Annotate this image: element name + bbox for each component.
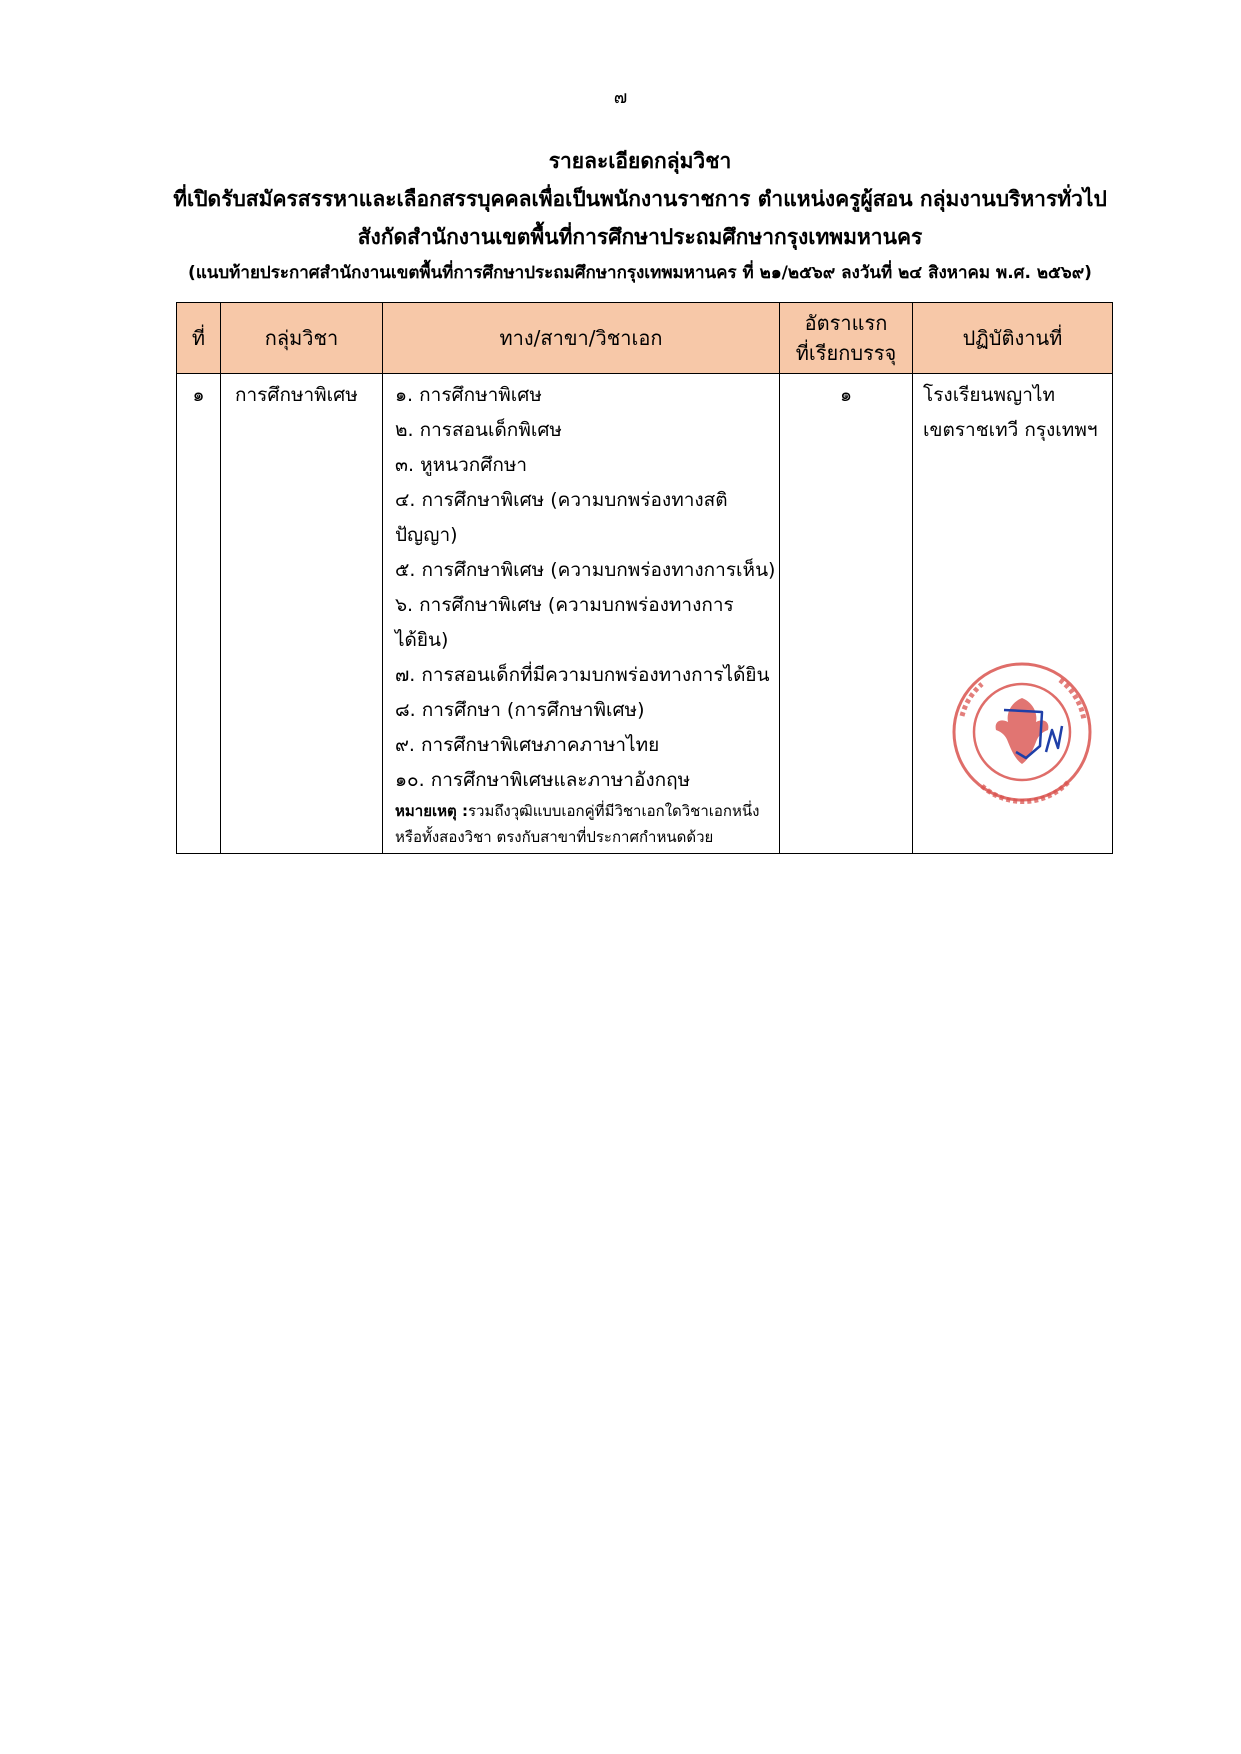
place-line1: โรงเรียนพญาไท	[923, 384, 1055, 406]
major-item: ๒. การสอนเด็กพิเศษ	[395, 419, 562, 441]
major-item: ๑๐. การศึกษาพิเศษและภาษาอังกฤษ	[395, 769, 691, 791]
heading-agency: สังกัดสำนักงานเขตพื้นที่การศึกษาประถมศึกษากรุงเทพมหานคร	[357, 225, 923, 249]
official-seal-stamp	[942, 656, 1102, 806]
major-item: ๗. การสอนเด็กที่มีความบกพร่องทางการได้ยิน	[395, 664, 770, 686]
note-label: หมายเหตุ :	[395, 802, 468, 820]
header-major: ทาง/สาขา/วิชาเอก	[383, 303, 780, 374]
major-item: ๙. การศึกษาพิเศษภาคภาษาไทย	[395, 734, 660, 756]
cell-group: การศึกษาพิเศษ	[221, 374, 383, 854]
note-text: รวมถึงวุฒิแบบเอกคู่ที่มีวิชาเอกใดวิชาเอกหนึ่ง	[467, 802, 760, 820]
header-rate-line1: อัตราแรก	[804, 311, 888, 335]
note	[395, 798, 778, 852]
cell-no: ๑	[177, 374, 221, 854]
heading-subtitle: ที่เปิดรับสมัครสรรหาและเลือกสรรบุคคลเพื่อเป็นพนักงานราชการ ตำแหน่งครูผู้สอน กลุ่มงานบริหารทั่วไป	[173, 187, 1107, 211]
major-item: ๖. การศึกษาพิเศษ (ความบกพร่องทางการได้ยิน)	[395, 594, 734, 651]
major-item: ๓. หูหนวกศึกษา	[395, 454, 528, 476]
major-item: ๑. การศึกษาพิเศษ	[395, 384, 542, 406]
header-rate	[780, 303, 913, 374]
header-no: ที่	[177, 303, 221, 374]
cell-majors	[383, 374, 780, 854]
major-item: ๔. การศึกษาพิเศษ (ความบกพร่องทางสติปัญญา)	[395, 489, 728, 546]
place-line2: เขตราชเทวี กรุงเทพฯ	[923, 419, 1098, 441]
header-group: กลุ่มวิชา	[221, 303, 383, 374]
page-number: ๗	[613, 87, 628, 108]
document-heading	[150, 142, 1130, 288]
note-text-line2: หรือทั้งสองวิชา ตรงกับสาขาที่ประกาศกำหนดด้วย	[395, 828, 714, 846]
header-rate-line2: ที่เรียกบรรจุ	[795, 341, 897, 365]
heading-title: รายละเอียดกลุ่มวิชา	[548, 149, 732, 173]
table-header-row	[177, 303, 1113, 374]
header-place: ปฏิบัติงานที่	[913, 303, 1113, 374]
heading-attachment-note: (แนบท้ายประกาศสำนักงานเขตพื้นที่การศึกษาประถมศึกษากรุงเทพมหานคร ที่ ๒๑/๒๕๖๙ ลงวันที่ ๒๔ สิงหาคม พ.ศ. ๒๕๖๙)	[188, 263, 1092, 283]
cell-rate: ๑	[780, 374, 913, 854]
major-item: ๘. การศึกษา (การศึกษาพิเศษ)	[395, 699, 645, 721]
major-item: ๕. การศึกษาพิเศษ (ความบกพร่องทางการเห็น)	[395, 559, 776, 581]
